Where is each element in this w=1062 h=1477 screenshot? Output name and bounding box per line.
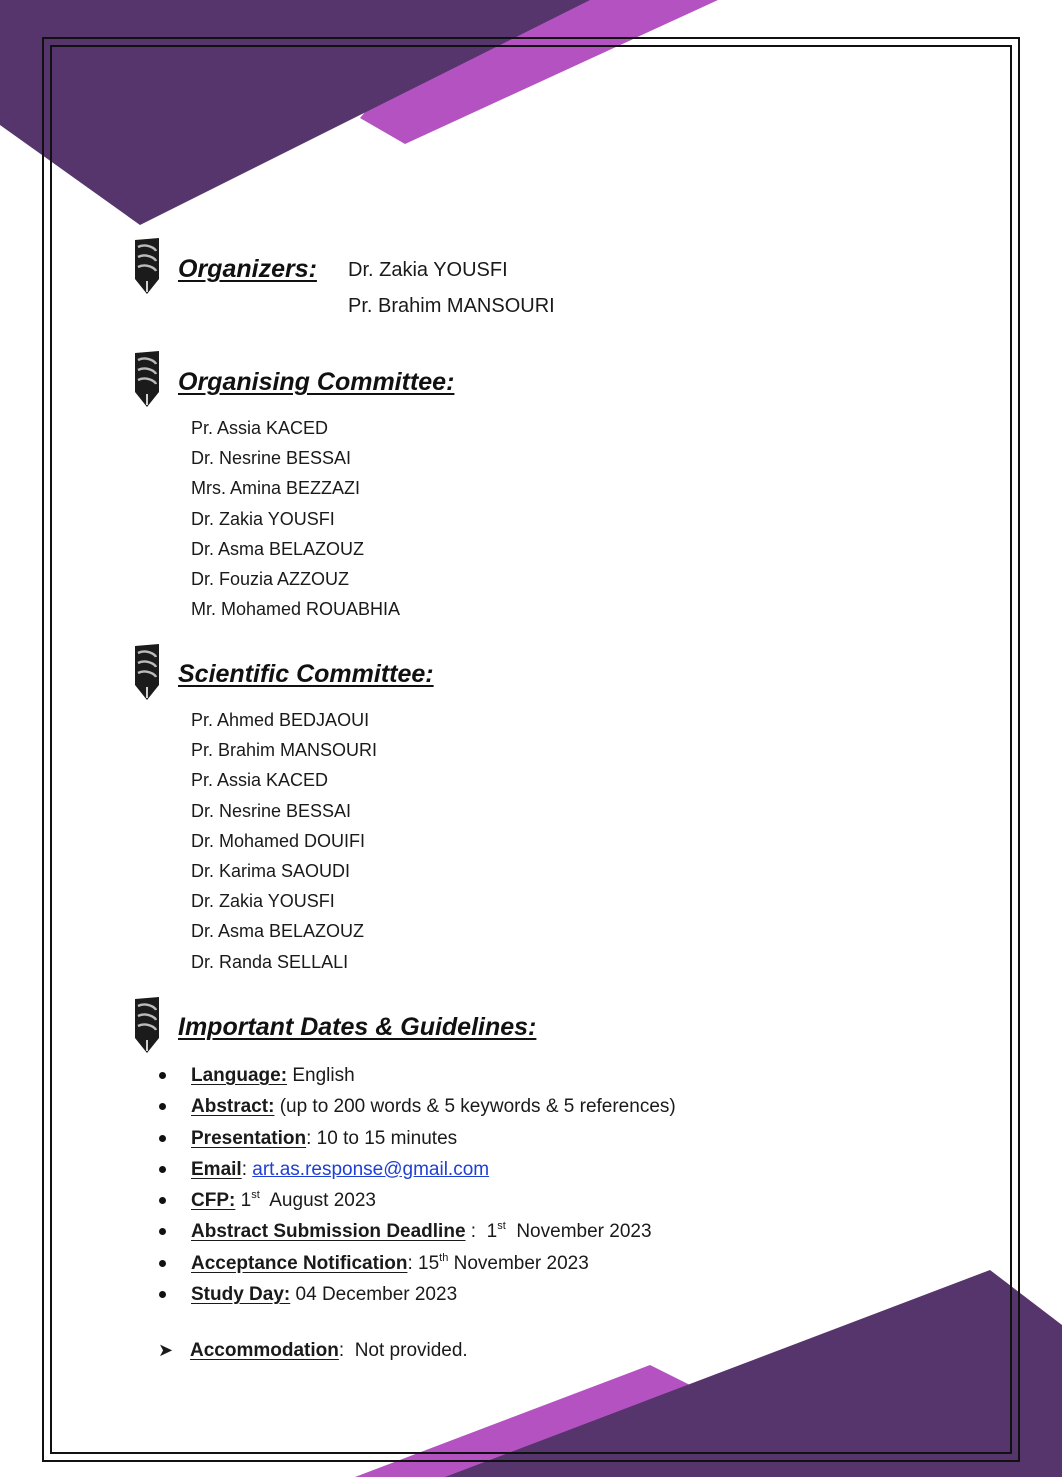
ordinal-suffix: st [251,1189,260,1202]
scientific-committee-heading: Scientific Committee: [178,660,434,688]
separator: : [407,1252,418,1274]
organising-committee-heading: Organising Committee: [178,368,455,396]
accommodation-label: Accommodation [190,1340,339,1361]
guideline-value: 10 to 15 minutes [316,1127,458,1149]
separator: : [338,1340,355,1361]
date-day: 1 [486,1221,498,1243]
guideline-label: CFP: [191,1190,236,1212]
separator: : [241,1158,253,1180]
bullet-dot [159,1103,166,1110]
separator: : [306,1127,317,1149]
guideline-item [159,1060,676,1091]
guideline-label: Abstract Submission Deadline [191,1221,466,1243]
guideline-item [159,1248,676,1279]
bullet-dot [159,1197,166,1204]
bullet-dot [159,1260,166,1267]
important-dates-heading: Important Dates & Guidelines: [178,1013,537,1041]
arrowhead-icon: ➤ [158,1340,174,1360]
accommodation-value: Not provided. [354,1340,468,1361]
guideline-value: November 2023 [448,1252,589,1274]
guideline-value: August 2023 [259,1190,376,1212]
date-day: 1 [240,1190,252,1212]
bullet-dot [159,1291,166,1298]
bullet-dot [159,1166,166,1173]
guideline-label: Abstract: [191,1096,275,1118]
member-name: Dr. Fouzia AZZOUZ [191,568,350,589]
guideline-value: (up to 200 words & 5 keywords & 5 references) [279,1096,676,1118]
member-name: Dr. Mohamed DOUIFI [191,830,366,851]
organizer-name: Pr. Brahim MANSOURI [348,295,555,317]
ordinal-suffix: th [439,1251,449,1264]
member-name: Pr. Brahim MANSOURI [191,740,378,761]
member-name: Dr. Asma BELAZOUZ [191,538,365,559]
separator: : [465,1221,487,1243]
guideline-item [159,1091,676,1122]
member-name: Dr. Randa SELLALI [191,951,349,972]
bullet-dot [159,1228,166,1235]
guideline-label: Acceptance Notification [191,1252,408,1274]
organising-committee-list [191,413,400,624]
bullet-dot [159,1072,166,1079]
guideline-label: Language: [191,1065,288,1086]
member-name: Pr. Assia KACED [191,770,329,791]
guideline-value: November 2023 [505,1221,652,1243]
email-link[interactable]: art.as.response@gmail.com [252,1158,490,1180]
member-name: Dr. Zakia YOUSFI [191,508,335,529]
pen-nib-icon [132,996,162,1054]
guideline-value: 04 December 2023 [295,1284,458,1306]
accommodation-line [158,1340,468,1362]
scientific-committee-list [191,705,377,977]
member-name: Mrs. Amina BEZZAZI [191,478,361,499]
guideline-value: English [292,1065,355,1086]
guideline-label: Email [191,1158,242,1180]
member-name: Dr. Nesrine BESSAI [191,448,352,469]
member-name: Dr. Zakia YOUSFI [191,891,335,912]
member-name: Pr. Assia KACED [191,418,329,438]
guideline-item [159,1123,676,1154]
member-name: Dr. Asma BELAZOUZ [191,921,365,942]
organizers-heading: Organizers: [178,255,317,283]
guideline-item [159,1216,676,1247]
pen-nib-icon [132,350,162,408]
guideline-label: Presentation [191,1127,307,1149]
date-day: 15 [418,1252,440,1274]
member-name: Dr. Karima SAOUDI [191,860,351,881]
guideline-item [159,1154,676,1185]
guideline-item [159,1279,676,1310]
guidelines-list [159,1060,676,1310]
bullet-dot [159,1135,166,1142]
guideline-item [159,1185,676,1216]
member-name: Mr. Mohamed ROUABHIA [191,599,401,620]
ordinal-suffix: st [497,1220,506,1233]
pen-nib-icon [132,643,162,701]
organizer-name: Dr. Zakia YOUSFI [348,259,508,281]
guideline-label: Study Day: [191,1284,291,1306]
pen-nib-icon [132,237,162,295]
member-name: Dr. Nesrine BESSAI [191,800,352,821]
member-name: Pr. Ahmed BEDJAOUI [191,710,370,730]
